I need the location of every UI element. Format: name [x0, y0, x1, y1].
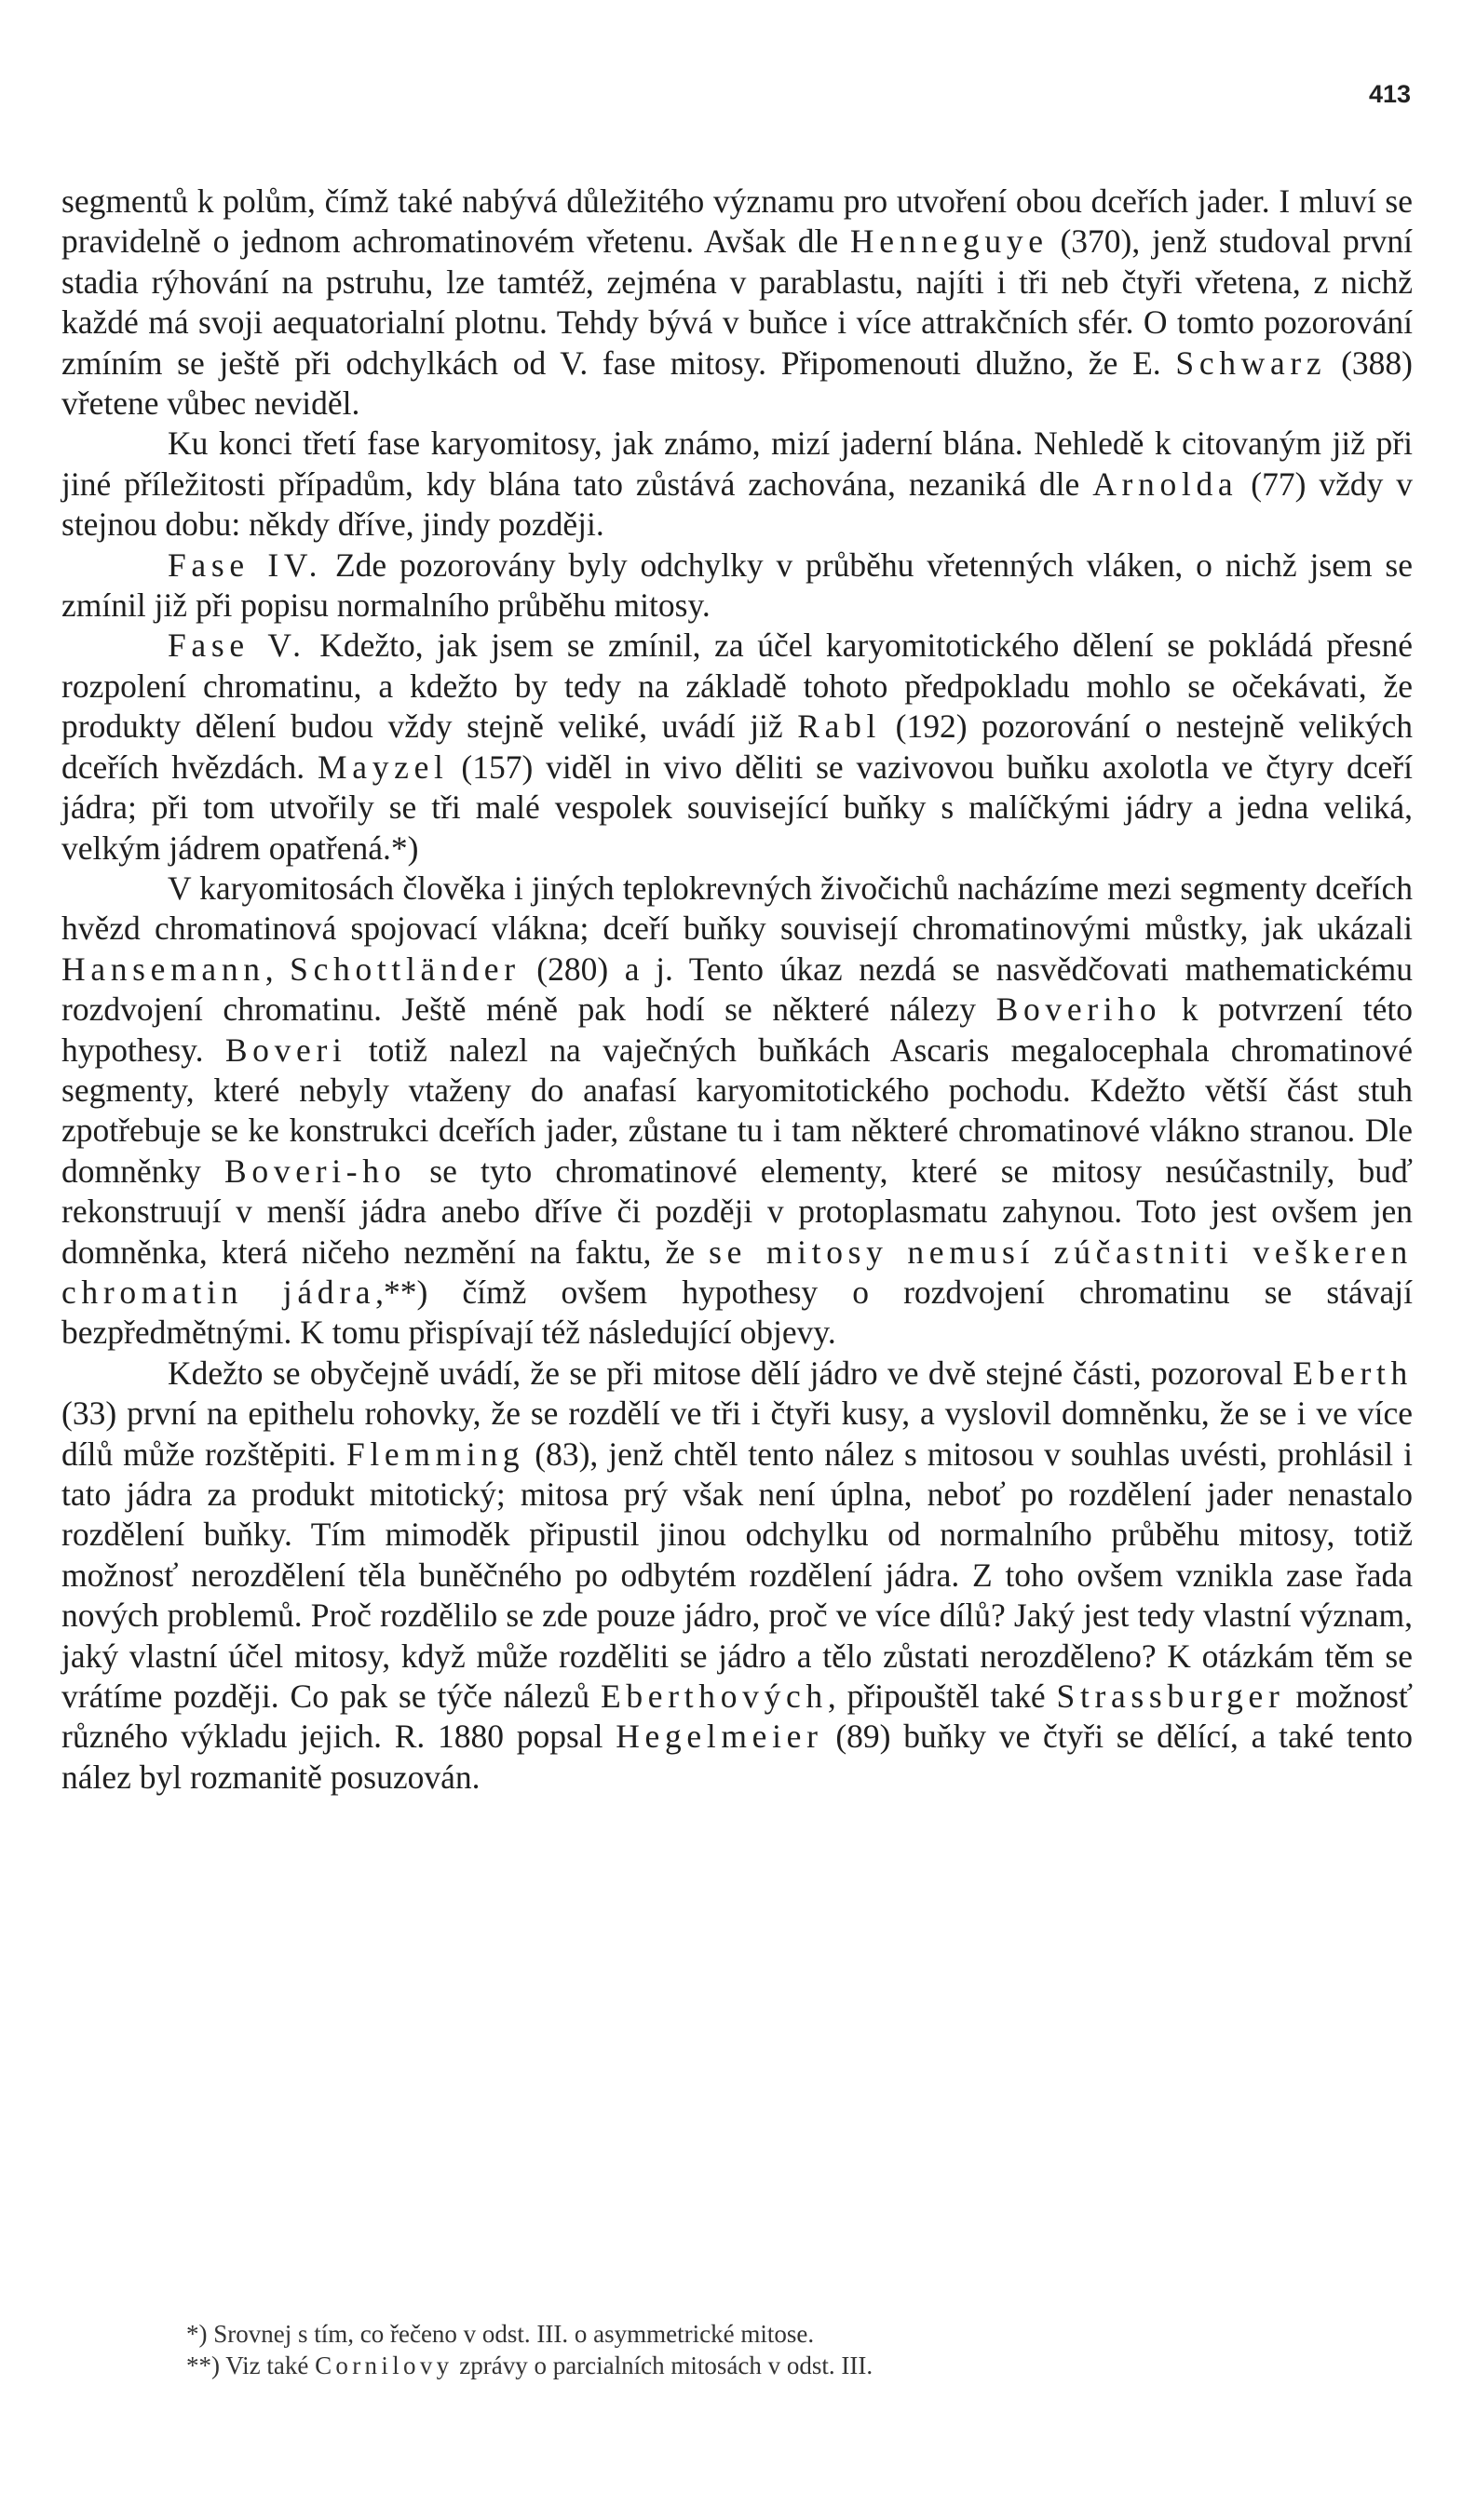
text-run: (370), jenž studoval první stadia rýhování na pstruhu, lze tamtéž, zejména v parablastu, najíti i tři neb čtyři vřetena, z nichž každé má svoji aequatorialní plotnu. Tehdy bývá v buňce i více attrakčních sfér. O tomto pozorování zmíním se ještě při odchylkách od V. fase mitosy. Připomenouti dlužno, že E.: [61, 222, 1413, 382]
spaced-name: Boveri-ho: [224, 1152, 407, 1190]
paragraph-5: [61, 869, 1413, 1354]
text-run: (280) a j. Tento úkaz nezdá se nasvědčovati mathematickému rozdvojení chromatinu. Ještě méně pak hodí se některé nálezy: [61, 950, 1413, 1029]
spaced-name: Henneguye: [849, 222, 1049, 261]
text-run: se tyto chromatinové elementy, které se mitosy nesúčastnily, buď rekonstruují v menší jádra anebo dříve či později v protoplasmatu zahynou. Toto jest ovšem jen domněnka, která ničeho nezmění na faktu, že: [61, 1152, 1413, 1271]
spaced-name: Schottländer: [290, 950, 521, 988]
spaced-name: Eberthových: [601, 1678, 828, 1716]
text-run: ,**) čímž ovšem hypothesy o rozdvojení chromatinu se stávají bezpředmětnými. K tomu přispívají též následující objevy.: [61, 1273, 1414, 1352]
text-run: Zde pozorovány byly odchylky v průběhu vřetenných vláken, o nichž jsem se zmínil již při popisu normalního průběhu mitosy.: [61, 546, 1413, 625]
text-run: k potvrzení této hypothesy.: [61, 990, 1413, 1069]
spaced-name: Boveri: [224, 1031, 347, 1069]
page-number: 413: [1368, 80, 1411, 108]
text-run: (192) pozorování o nestejně velikých dceřích hvězdách.: [61, 707, 1413, 786]
spaced-name: Arnolda: [1092, 465, 1239, 503]
spaced-name: Cornilovy: [315, 2352, 454, 2379]
text-run: **) Viz také: [186, 2352, 316, 2379]
text-run: (388) vřetene vůbec neviděl.: [61, 344, 1413, 423]
footnote-2: [61, 2350, 1413, 2381]
footnotes: [61, 2318, 1413, 2381]
text-run: Kdežto se obyčejně uvádí, že se při mitose dělí jádro ve dvě stejné části, pozoroval: [168, 1354, 1293, 1392]
text-run: ,: [264, 950, 291, 988]
spaced-name: Mayzel: [318, 748, 449, 786]
spaced-name: Boveriho: [995, 990, 1162, 1029]
text-run: zprávy o parcialních mitosách v odst. III.: [453, 2352, 873, 2379]
text-run: Ku konci třetí fase karyomitosy, jak známo, mizí jaderní blána. Nehledě k citovaným již při jiné příležitosti případům, kdy blána tato zůstává zachována, nezaniká dle: [61, 424, 1413, 503]
footnote-1: *) Srovnej s tím, co řečeno v odst. III. o asymmetrické mitose.: [186, 2320, 815, 2348]
body-text: [61, 182, 1413, 1798]
spaced-name: Hegelmeier: [616, 1718, 823, 1756]
paragraph-1: [61, 182, 1413, 424]
spaced-name: Eberth: [1293, 1354, 1413, 1392]
section-heading: Fase IV.: [168, 546, 323, 584]
emphasized-phrase: se mitosy nemusí zúčastniti veškeren chromatin jádra: [61, 1233, 1413, 1311]
paragraph-2: [61, 424, 1413, 545]
text-run: (33) první na epithelu rohovky, že se rozdělí ve tři i čtyři kusy, a vyslovil domněnku, že se i ve více dílů může rozštěpiti.: [61, 1395, 1413, 1473]
text-run: , připouštěl také: [827, 1678, 1057, 1716]
spaced-name: Hansemann: [61, 950, 265, 988]
spaced-name: Rabl: [797, 707, 882, 746]
text-run: segmentů k polům, čímž také nabývá důležitého významu pro utvoření obou dceřích jader. I mluví se pravidelně o jednom achromatinovém vřetenu. Avšak dle: [61, 182, 1413, 261]
text-run: (157) viděl in vivo děliti se vazivovou buňku axolotla ve čtyry dceří jádra; při tom utvořily se tři malé vespolek související buňky s malíčkými jádry a jedna veliká, velkým jádrem opatřená.*): [61, 748, 1413, 867]
text-run: (83), jenž chtěl tento nález s mitosou v souhlas uvésti, prohlásil i tato jádra za produkt mitotický; mitosa prý však není úplna, neboť po rozdělení jader nenastalo rozdělení buňky. Tím mimoděk připustil jinou odchylku od normalního průběhu mitosy, totiž možnosť nerozdělení těla buněčného po odbytém rozdělení jádra. Z toho ovšem vznikla zase řada nových problemů. Proč rozdělilo se zde pouze jádro, proč ve více dílů? Jaký jest tedy vlastní význam, jaký vlastní účel mitosy, když může rozděliti se jádro a tělo zůstati nerozděleno? K otázkám těm se vrátíme později. Co pak se týče nálezů: [61, 1435, 1413, 1716]
spaced-name: Flemming: [345, 1435, 525, 1473]
text-run: Kdežto, jak jsem se zmínil, za účel karyomitotického dělení se pokládá přesné rozpolení chromatinu, a kdežto by tedy na základě tohoto předpokladu mohlo se očekávati, že produkty dělení budou vždy stejně veliké, uvádí již: [61, 627, 1413, 746]
text-run: (77) vždy v stejnou dobu: někdy dříve, jindy později.: [61, 465, 1414, 544]
spaced-name: Schwarz: [1175, 344, 1327, 382]
paragraph-4: [61, 626, 1413, 868]
spaced-name: Strassburger: [1056, 1678, 1285, 1716]
text-run: (89) buňky ve čtyři se dělící, a také tento nález byl rozmanitě posuzován.: [61, 1718, 1413, 1796]
paragraph-6: [61, 1354, 1413, 1798]
paragraph-3: [61, 546, 1413, 627]
text-run: totiž nalezl na vaječných buňkách Ascaris megalocephala chromatinové segmenty, které nebyly vtaženy do anafasí karyomitotického pochodu. Kdežto větší část stuh zpotřebuje se ke konstrukci dceřích jader, zůstane tu i tam některé chromatinové vlákno stranou. Dle domněnky: [61, 1031, 1413, 1190]
text-run: možnosť různého výkladu jejich. R. 1880 popsal: [61, 1678, 1413, 1756]
text-run: V karyomitosách člověka i jiných teplokrevných živočichů nacházíme mezi segmenty dceřích hvězd chromatinová spojovací vlákna; dceří buňky souvisejí chromatinovými můstky, jak ukázali: [61, 869, 1413, 948]
section-heading: Fase V.: [168, 627, 306, 665]
